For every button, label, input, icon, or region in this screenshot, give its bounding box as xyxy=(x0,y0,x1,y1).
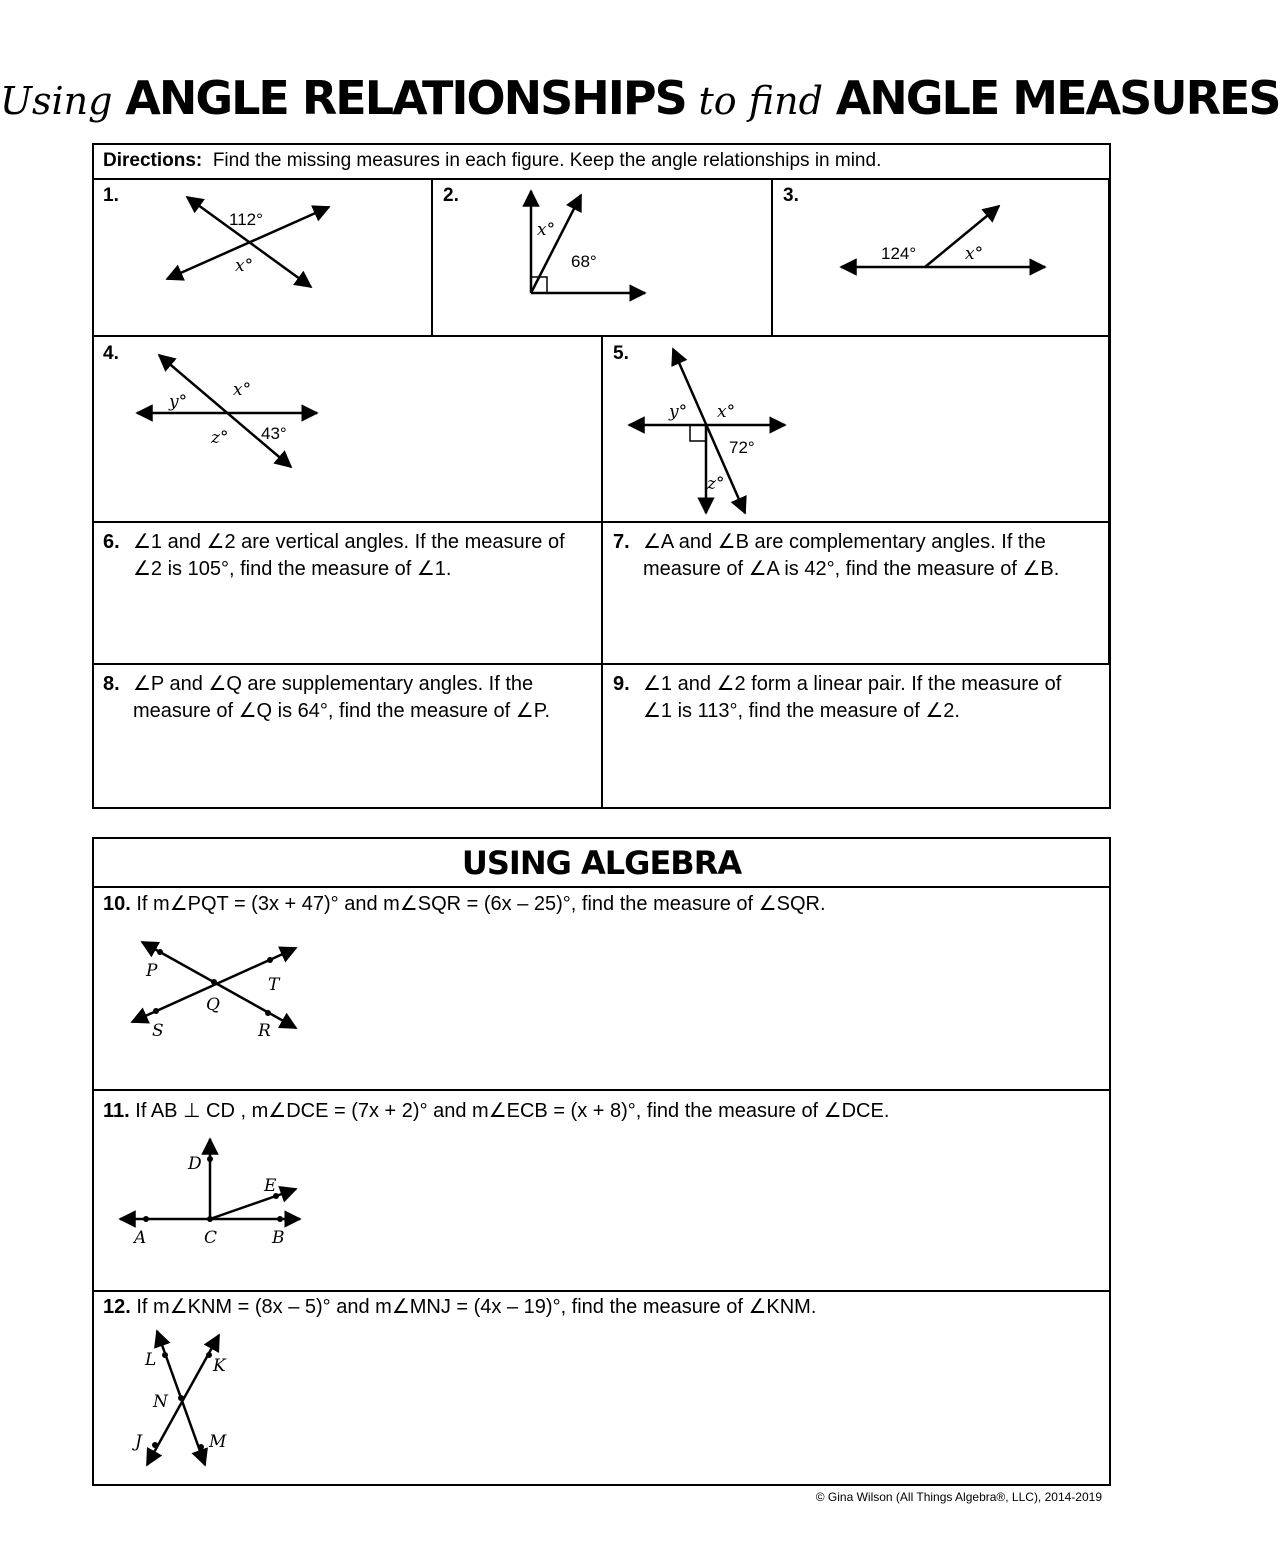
label-J: J xyxy=(135,1432,142,1452)
label-112: 112° xyxy=(229,210,263,229)
label-72: 72° xyxy=(729,438,755,457)
problem-cell-6: 6. ∠1 and ∠2 are vertical angles. If the measure of ∠2 is 105°, find the measure of ∠1. xyxy=(93,523,603,665)
label-T: T xyxy=(268,975,280,995)
label-y: y° xyxy=(169,392,188,412)
label-B: B xyxy=(272,1228,285,1248)
label-z: z° xyxy=(707,474,725,494)
label-D: D xyxy=(188,1154,202,1174)
label-z: z° xyxy=(211,428,229,448)
label-124: 124° xyxy=(881,244,917,263)
label-K: K xyxy=(213,1356,226,1376)
figure-1-diagram xyxy=(93,179,433,337)
label-x: x° xyxy=(965,244,984,264)
directions: Directions: Find the missing measures in each figure. Keep the angle relationships in mind. xyxy=(93,145,1110,180)
label-P: P xyxy=(146,961,158,981)
label-Q: Q xyxy=(206,995,220,1015)
figure-11-diagram xyxy=(110,1135,320,1255)
label-43: 43° xyxy=(261,424,287,443)
figure-cell-3: 3. 124° x° xyxy=(773,179,1110,337)
divider xyxy=(93,1089,1110,1091)
label-y: y° xyxy=(669,402,688,422)
label-L: L xyxy=(145,1350,157,1370)
problem-cell-8: 8. ∠P and ∠Q are supplementary angles. If the measure of ∠Q is 64°, find the measure of ∠P. xyxy=(93,665,603,807)
figure-12-diagram xyxy=(125,1325,245,1475)
algebra-heading: USING ALGEBRA xyxy=(93,838,1110,888)
label-M: M xyxy=(209,1432,227,1452)
label-S: S xyxy=(152,1021,164,1041)
label-R: R xyxy=(258,1021,271,1041)
question-11: 11. If AB ⊥ CD , m∠DCE = (7x + 2)° and m∠ECB = (x + 8)°, find the measure of ∠DCE. xyxy=(103,1100,890,1122)
label-A: A xyxy=(134,1228,147,1248)
question-12: 12. If m∠KNM = (8x – 5)° and m∠MNJ = (4x – 19)°, find the measure of ∠KNM. xyxy=(103,1296,817,1318)
figure-4-diagram xyxy=(93,337,603,523)
figure-2-diagram xyxy=(433,179,773,337)
label-x: x° xyxy=(233,380,252,400)
divider xyxy=(93,1290,1110,1292)
page-title: Using ANGLE RELATIONSHIPS to find ANGLE MEASURES xyxy=(0,71,1280,125)
label-E: E xyxy=(264,1176,277,1196)
label-68: 68° xyxy=(571,252,597,271)
figure-10-diagram xyxy=(120,930,320,1050)
question-10: 10. If m∠PQT = (3x + 47)° and m∠SQR = (6x – 25)°, find the measure of ∠SQR. xyxy=(103,893,826,915)
label-x: x° xyxy=(537,220,556,240)
figure-cell-2: 2. x° 68° xyxy=(433,179,773,337)
copyright-footer: © Gina Wilson (All Things Algebra®, LLC), 2014-2019 xyxy=(815,1490,1102,1504)
problem-cell-7: 7. ∠A and ∠B are complementary angles. If the measure of ∠A is 42°, find the measure of ∠B. xyxy=(603,523,1110,665)
label-N: N xyxy=(153,1392,168,1412)
label-C: C xyxy=(204,1228,218,1248)
figure-5-diagram xyxy=(603,337,1110,523)
figure-cell-5: 5. y° x° 72° z° xyxy=(603,337,1110,523)
figure-cell-1: 1. 112° x° xyxy=(93,179,433,337)
figure-cell-4: 4. y° x° z° 43° xyxy=(93,337,603,523)
problem-cell-9: 9. ∠1 and ∠2 form a linear pair. If the measure of ∠1 is 113°, find the measure of ∠2. xyxy=(613,673,1062,722)
figure-3-diagram xyxy=(773,179,1110,337)
label-x: x° xyxy=(235,256,254,276)
label-x: x° xyxy=(717,402,736,422)
